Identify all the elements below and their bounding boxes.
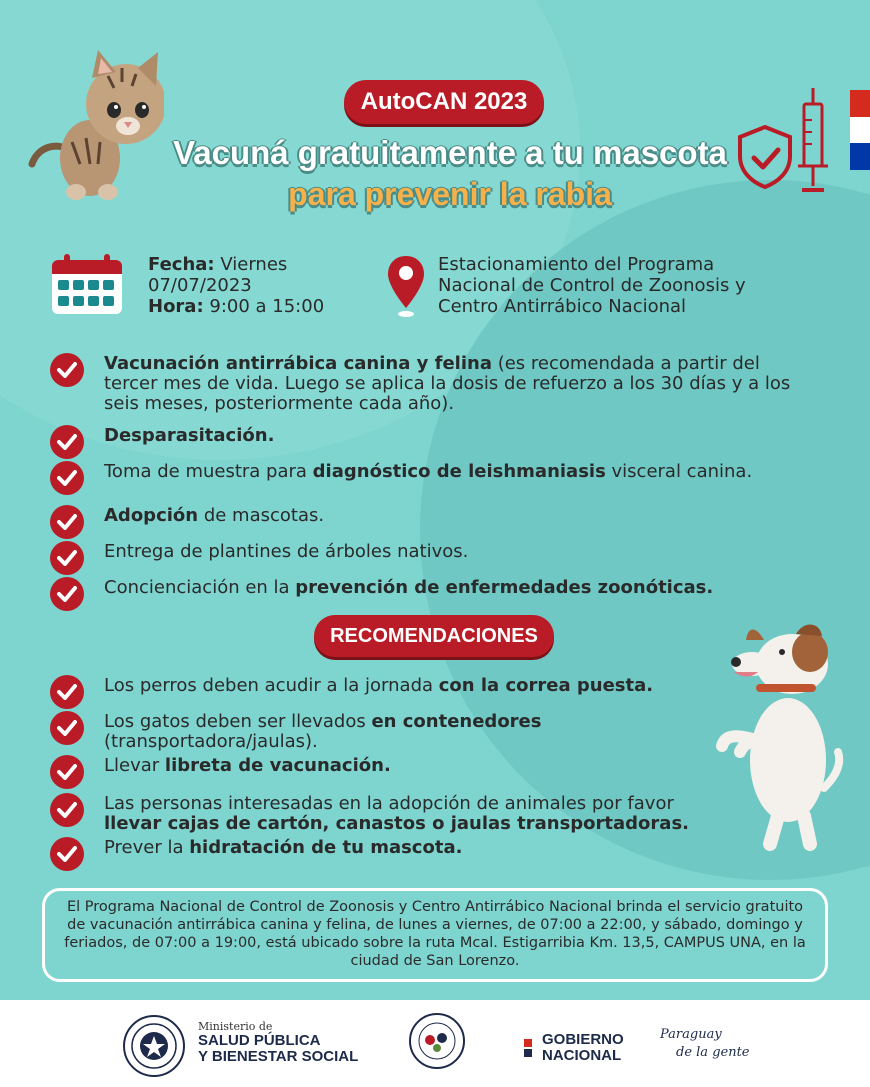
page-subtitle: para prevenir la rabia xyxy=(288,176,612,212)
list-item xyxy=(50,754,730,792)
dog-image xyxy=(712,620,852,852)
service-text xyxy=(104,540,468,562)
service-text xyxy=(104,576,713,598)
recommendation-highlight: llevar cajas de cartón, canastos o jaulas transportadoras. xyxy=(104,813,689,834)
ministry-label: Ministerio de xyxy=(198,1020,273,1033)
ministry-name: SALUD PÚBLICA xyxy=(198,1032,321,1049)
check-icon xyxy=(50,461,84,495)
service-detail: (es recomendada a partir del tercer mes de vida. Luego se aplica la dosis de refuerzo a los 30 días y a los seis meses, posteriormente cada año). xyxy=(104,353,791,414)
check-icon xyxy=(50,793,84,827)
service-highlight: Adopción xyxy=(104,505,199,526)
ministry-logo xyxy=(198,1020,358,1065)
service-text xyxy=(104,460,764,482)
check-icon xyxy=(50,505,84,539)
location-pin-icon xyxy=(386,254,426,320)
event-location xyxy=(438,254,818,317)
service-detail: Toma de muestra para xyxy=(104,461,313,482)
list-item xyxy=(50,352,810,424)
time-value: 9:00 a 15:00 xyxy=(203,296,325,317)
ministry-name: Y BIENESTAR SOCIAL xyxy=(198,1048,359,1065)
list-item xyxy=(50,540,810,576)
service-highlight: diagnóstico de leishmaniasis xyxy=(312,461,606,482)
recommendation-text xyxy=(104,710,584,752)
recommendation-text xyxy=(104,836,462,858)
recommendation-detail: (transportadora/jaulas). xyxy=(104,731,318,752)
recommendation-text xyxy=(104,754,391,776)
service-detail: Entrega de plantines de árboles nativos. xyxy=(104,541,469,562)
syringe-icon xyxy=(796,86,830,196)
check-icon xyxy=(50,425,84,459)
recommendation-detail: Llevar xyxy=(104,755,165,776)
time-label: Hora: xyxy=(148,296,204,317)
slogan-line: de la gente xyxy=(676,1045,750,1060)
paraguay-slogan-logo xyxy=(660,1026,750,1062)
gobierno-label: NACIONAL xyxy=(542,1047,622,1064)
date-label: Fecha: xyxy=(148,254,215,275)
list-item xyxy=(50,460,810,504)
list-item xyxy=(50,710,730,754)
event-date-time xyxy=(148,254,368,317)
check-icon xyxy=(50,353,84,387)
check-icon xyxy=(50,577,84,611)
list-item xyxy=(50,836,730,872)
recommendation-text xyxy=(104,674,653,696)
recommendations-title: RECOMENDACIONES xyxy=(314,615,554,657)
check-icon xyxy=(50,711,84,745)
slogan-line: Paraguay xyxy=(660,1027,722,1042)
recommendation-detail: Prever la xyxy=(104,837,190,858)
service-detail: Concienciación en la xyxy=(104,577,296,598)
recommendation-highlight: con la correa puesta. xyxy=(438,675,654,696)
list-item xyxy=(50,504,810,540)
check-icon xyxy=(50,837,84,871)
service-detail: de mascotas. xyxy=(198,505,325,526)
page-title: Vacuná gratuitamente a tu mascota xyxy=(173,134,727,171)
service-text xyxy=(104,504,324,526)
location-line: Estacionamiento del Programa xyxy=(438,254,715,275)
service-highlight: Vacunación antirrábica canina y felina xyxy=(104,353,492,374)
zoonosis-program-logo xyxy=(408,1012,466,1070)
list-item xyxy=(50,424,810,460)
location-line: Nacional de Control de Zoonosis y xyxy=(438,275,746,296)
check-icon xyxy=(50,541,84,575)
recommendation-detail: Los gatos deben ser llevados xyxy=(104,711,372,732)
list-item xyxy=(50,674,730,710)
service-highlight: prevención de enfermedades zoonóticas. xyxy=(295,577,714,598)
date-value: 07/07/2023 xyxy=(148,275,252,296)
shield-check-icon xyxy=(736,124,794,190)
list-item xyxy=(50,792,730,836)
event-badge: AutoCAN 2023 xyxy=(344,80,544,124)
program-info-box: El Programa Nacional de Control de Zoonosis y Centro Antirrábico Nacional brinda el servicio gratuito de vacunación antirrábica canina y felina, de lunes a viernes, de 07:00 a 22:00, y sábado, domingo y feriados, de 07:00 a 19:00, está ubicado sobre la ruta Mcal. Estigarribia Km. 13,5, CAMPUS UNA, en la ciudad de San Lorenzo. xyxy=(42,888,828,982)
gobierno-label: GOBIERNO xyxy=(542,1031,624,1048)
calendar-icon xyxy=(50,252,124,316)
service-text xyxy=(104,424,274,446)
list-item xyxy=(50,576,810,612)
gobierno-flag-icon xyxy=(524,1037,534,1059)
recommendation-detail: Los perros deben acudir a la jornada xyxy=(104,675,439,696)
recommendation-text xyxy=(104,792,730,834)
kitten-image xyxy=(28,46,164,206)
recommendation-detail: Las personas interesadas en la adopción de animales por favor xyxy=(104,793,674,814)
recommendation-highlight: libreta de vacunación. xyxy=(164,755,391,776)
check-icon xyxy=(50,675,84,709)
check-icon xyxy=(50,755,84,789)
gobierno-nacional-logo xyxy=(524,1032,624,1064)
services-list xyxy=(50,352,810,612)
national-seal-logo xyxy=(122,1014,186,1078)
service-text xyxy=(104,352,804,414)
service-highlight: Desparasitación. xyxy=(104,425,275,446)
service-detail: visceral canina. xyxy=(605,461,753,482)
paraguay-flag-icon xyxy=(850,90,870,170)
date-weekday: Viernes xyxy=(214,254,288,275)
recommendation-highlight: en contenedores xyxy=(371,711,542,732)
recommendation-highlight: hidratación de tu mascota. xyxy=(189,837,463,858)
recommendations-list xyxy=(50,674,730,872)
location-line: Centro Antirrábico Nacional xyxy=(438,296,687,317)
